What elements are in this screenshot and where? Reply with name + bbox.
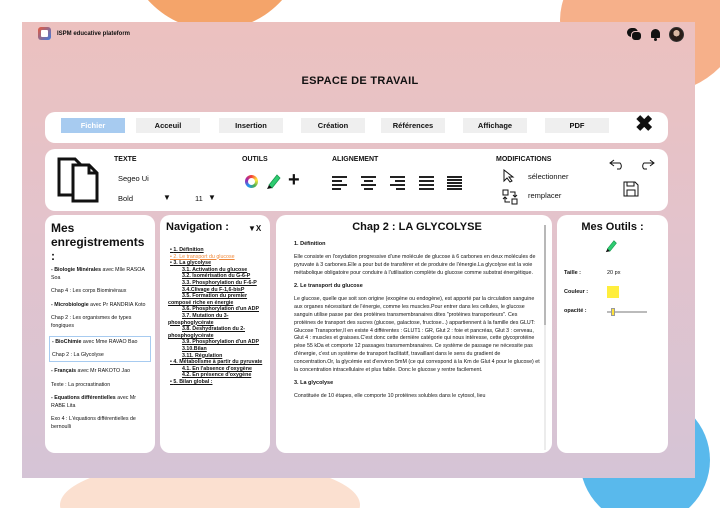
list-item[interactable]: - Biologie Minérales avec Mlle RASOA Soa [51, 267, 145, 281]
nav-item[interactable]: 3.3. Phosphorylation du F-6-P [182, 279, 257, 286]
section-heading: 2. Le transport du glucose [294, 283, 363, 290]
modifications-label: MODIFICATIONS [496, 156, 552, 163]
tab-references[interactable]: Références [381, 118, 445, 133]
marker-icon[interactable] [605, 239, 618, 253]
nav-item[interactable]: • 2. Le transport du glucose [170, 253, 235, 260]
align-center-icon[interactable] [361, 176, 376, 190]
align-left-icon[interactable] [332, 176, 347, 190]
documents-icon[interactable] [57, 155, 101, 203]
opacity-slider-handle[interactable] [611, 308, 615, 316]
nav-item[interactable]: 3.6. Phosphorylation d'un ADP [182, 306, 259, 313]
records-panel [45, 215, 155, 453]
font-weight-select[interactable]: Bold [118, 194, 134, 203]
nav-item[interactable]: 3.2. Isomérisation du G-6-P [182, 273, 251, 280]
tab-affichage[interactable]: Affichage [463, 118, 527, 133]
chevron-down-icon[interactable]: ▼ [163, 193, 171, 202]
list-item[interactable]: Chap 4 : Les corps Biominéraux [51, 288, 127, 294]
list-item[interactable]: - Français avec Mr RAKOTO Jao [51, 368, 131, 374]
replace-button[interactable]: remplacer [528, 191, 562, 200]
bell-icon[interactable] [650, 28, 661, 41]
save-icon[interactable] [623, 181, 639, 197]
nav-item[interactable]: 3.11. Régulation [182, 352, 223, 359]
color-label: Couleur : [564, 289, 589, 295]
section-body[interactable]: Le glucose, quelle que soit son origine (exogène ou endogène), est apporté par la circulation sanguine aux organes nécessitant de l'énergie, comme les muscles.Pour entrer dans les cellules, le glucose sanguin utilise passe par des protéines transmembranaires dites "protéines transporteurs". Ces protéines de transport des sucres (glucose, galactose, fructose...) appartiennent à la famille des GLUT: Glucose Transporter,Il en existe 4 différentes : GLUT1 : GR, Glut 2 : foie et pancréas, Glut 3 : cerveau, Glut 4 : muscles et graisses.C'est donc cette dernière catégorie qui nous intéresse, cette glycoprotéine pèse 55 kDa et comporte 12 passages transmembranaires. Ce système de passage ne nécessite pas d'énergie, c'est un système de transport facilitatif, travaillant dans le sens du gradient de concentration.Or, la glycémie est d'environ 5mM (ce qui correspond à la Km de Glut 4 pour le glucose) et la concentration intracellulaire et plus faible. Donc le glucose y rentre facilement. [294, 296, 540, 373]
font-name-select[interactable]: Segeo Ui [118, 174, 149, 183]
chat-icon[interactable] [627, 28, 642, 41]
app-name: ISPM educative plateform [57, 30, 131, 37]
texte-label: TEXTE [114, 156, 137, 163]
section-body[interactable]: Elle consiste en l'oxydation progressive d'une molécule de glucose à 6 carbones en deux molécules de pyruvate à 3 carbones.Elle a pour but de transférer et de produire de l'énergie.La glycolyse est la voie métabolique obligatoire pour conduire à l'utilisation complète du glucose comme substrat énergétique. [294, 254, 536, 276]
nav-item[interactable]: • 5. Bilan global : [170, 378, 213, 385]
font-size-select[interactable]: 11 [195, 194, 203, 203]
tab-pdf[interactable]: PDF [545, 118, 609, 133]
opacity-label: opacité : [564, 308, 587, 314]
navigation-panel [160, 215, 270, 453]
nav-item[interactable]: 4.2. En présence d'oxygène [182, 372, 252, 379]
select-button[interactable]: sélectionner [528, 172, 569, 181]
tools-title: Mes Outils : [581, 221, 644, 233]
nav-item[interactable]: • 4. Métabolisme à partir du pyruvate [170, 359, 263, 366]
list-item[interactable]: Chap 2 : Les organismes de types fongiques [51, 315, 132, 329]
nav-item[interactable]: 3.5. Formation du premier composé riche en énergie [168, 293, 248, 306]
tab-insertion[interactable]: Insertion [219, 118, 283, 133]
brand[interactable] [38, 27, 130, 40]
marker-icon[interactable] [266, 173, 282, 190]
section-heading: 3. La glycolyse [294, 380, 334, 387]
toolbar [45, 149, 668, 211]
page-title: ESPACE DE TRAVAIL [301, 75, 419, 87]
redo-icon[interactable] [639, 158, 655, 170]
undo-icon[interactable] [609, 158, 625, 170]
list-item[interactable]: - Microbiologie avec Pr RANDRIA Koto [51, 301, 146, 308]
list-item[interactable]: Texte : La procrastination [51, 381, 111, 388]
size-label: Taille : [564, 270, 582, 276]
avatar[interactable] [669, 27, 684, 42]
add-icon[interactable]: + [288, 169, 300, 191]
outils-label: OUTILS [242, 156, 268, 163]
list-item[interactable]: Chap 2 : La Glycolyse [52, 351, 104, 358]
list-item[interactable]: - Equations différentielles avec Mr RABE Lita [51, 395, 137, 409]
header-icons [627, 27, 684, 42]
color-wheel-icon[interactable] [245, 175, 258, 188]
section-body[interactable]: Constituée de 10 étapes, elle comporte 10 protéines solubles dans le cytosol, lieu [294, 393, 486, 400]
align-justify-icon[interactable] [419, 176, 434, 190]
tab-creation[interactable]: Création [301, 118, 365, 133]
menu-bar [45, 112, 668, 143]
navigation-title: Navigation : [166, 221, 229, 233]
records-title: Mes enregistrements : [51, 221, 145, 263]
cursor-icon[interactable] [503, 169, 515, 183]
nav-item[interactable]: 3.9. Phosphorylation d'un ADP [182, 339, 259, 346]
nav-item[interactable]: • 1. Définition [170, 247, 204, 253]
align-distributed-icon[interactable] [447, 176, 462, 190]
nav-item[interactable]: 3.7. Mutation du 3-phosphoglycérate [168, 312, 229, 326]
replace-icon[interactable] [502, 189, 518, 205]
close-icon[interactable]: ✖ [635, 111, 654, 136]
selected-record[interactable] [49, 336, 151, 362]
nav-item[interactable]: 3.1. Activation du glucose [182, 266, 248, 273]
navigation-list [166, 247, 264, 385]
nav-item[interactable]: 3.4.Clivage du F-1,6-bisP [182, 286, 245, 293]
list-item[interactable]: Exo 4 : L'équations différentielles de bernoulli [51, 416, 136, 430]
alignement-label: ALIGNEMENT [332, 156, 379, 163]
document-panel [276, 215, 552, 453]
size-value[interactable]: 20 px [607, 270, 621, 276]
tools-panel [557, 215, 668, 453]
section-heading: 1. Définition [294, 241, 326, 247]
color-swatch[interactable] [607, 286, 619, 298]
align-right-icon[interactable] [390, 176, 405, 190]
tab-acceuil[interactable]: Acceuil [136, 118, 200, 133]
nav-item[interactable]: 4.1. En l'absence d'oxygène [182, 365, 252, 372]
document-title: Chap 2 : LA GLYCOLYSE [352, 221, 482, 233]
tab-fichier[interactable]: Fichier [61, 118, 125, 133]
list-item[interactable]: - BioChimie avec Mme RAVAO Bao [52, 339, 138, 345]
nav-item[interactable]: • 3. La glycolyse [170, 260, 212, 267]
nav-item[interactable]: 3.8. Deshydratation du 2-phosphoglycérate [168, 326, 245, 339]
chevron-down-icon[interactable]: ▼ [208, 193, 216, 202]
logo-icon [38, 27, 51, 40]
scrollbar-thumb[interactable] [544, 225, 546, 325]
nav-item[interactable]: 3.10.Bilan [182, 345, 207, 352]
navigation-controls[interactable]: ▼X [248, 224, 262, 233]
